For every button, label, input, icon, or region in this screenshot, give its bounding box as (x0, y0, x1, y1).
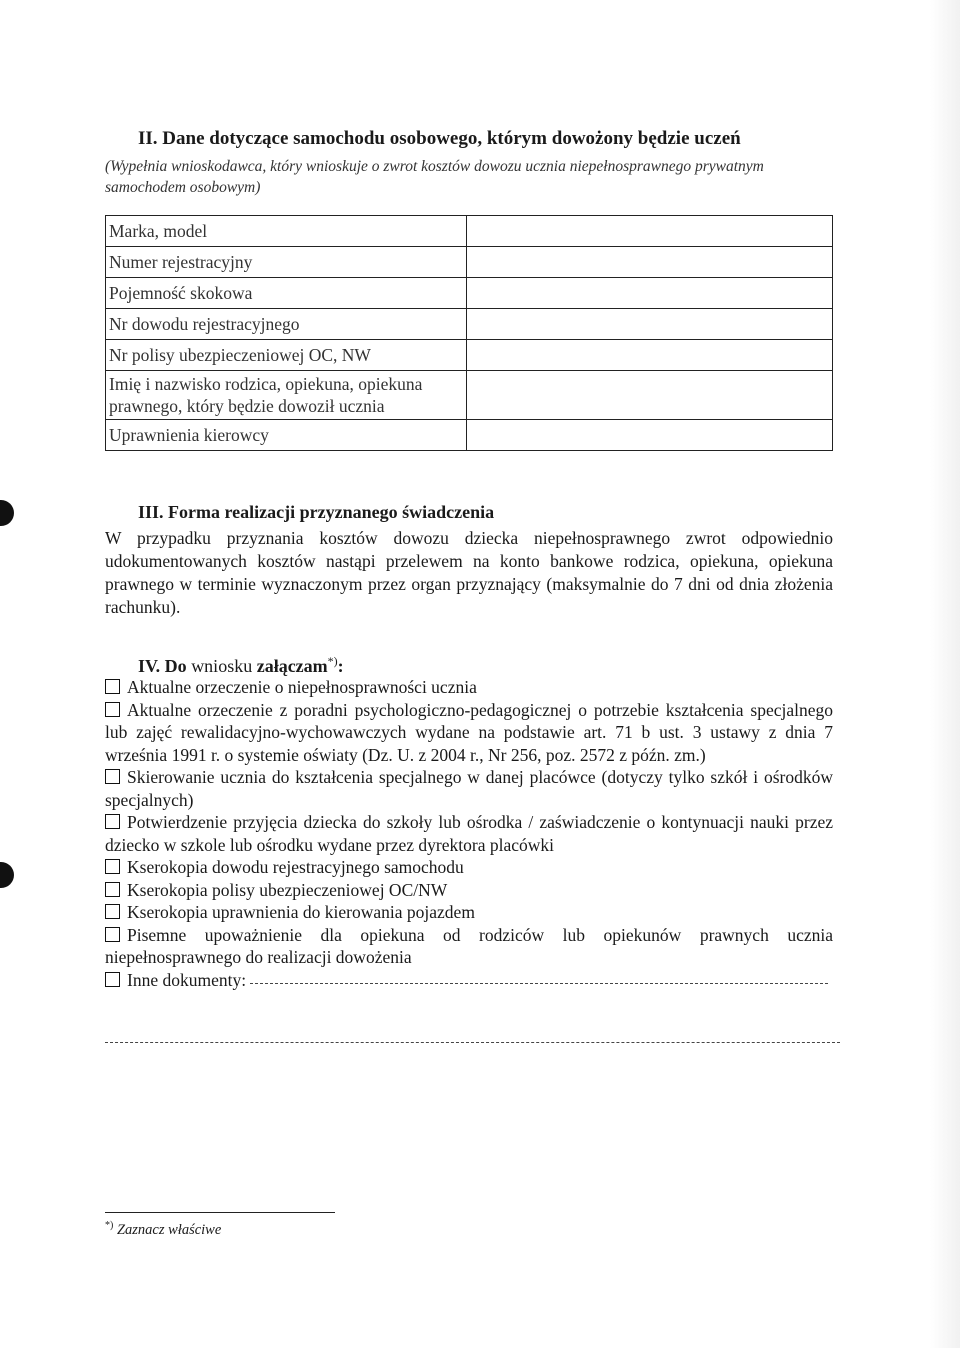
table-row (106, 340, 833, 371)
fill-line-continuation[interactable] (105, 1042, 840, 1043)
checkbox[interactable] (105, 814, 120, 829)
row-value-field[interactable] (467, 371, 833, 420)
attachment-label: Kserokopia uprawnienia do kierowania pojazdem (127, 902, 475, 922)
car-data-table (105, 215, 833, 451)
row-label: Marka, model (106, 216, 467, 247)
section-3-body: W przypadku przyznania kosztów dowozu dziecka niepełnosprawnego zwrot odpowiednio udokumentowanych kosztów nastąpi przelewem na konto bankowe rodzica, opiekuna, opiekuna prawnego w terminie wyznaczonym przez organ przyznający (maksymalnie do 7 dni od dnia złożenia rachunku). (105, 528, 833, 617)
attachment-item-other (105, 969, 833, 992)
section-3-title: III. Forma realizacji przyznanego świadczenia (138, 502, 495, 522)
other-documents-label: Inne dokumenty: (127, 969, 247, 990)
row-label: Uprawnienia kierowcy (106, 420, 467, 451)
attachment-item (105, 811, 833, 856)
attachment-label: Aktualne orzeczenie z poradni psychologiczno-pedagogicznej o potrzebie kształcenia specjalnego lub zajęć rewalidacyjno-wychowawczych wydane na podstawie art. 71 b ust. 3 ustawy z dnia 7 września 1991 r. o systemie oświaty (Dz. U. z 2004 r., Nr 256, poz. 2572 z późn. zm.) (105, 699, 833, 765)
row-label: Nr polisy ubezpieczeniowej OC, NW (106, 340, 467, 371)
page-edge-shadow (930, 0, 960, 1348)
checkbox[interactable] (105, 927, 120, 942)
row-label: Numer rejestracyjny (106, 247, 467, 278)
other-documents-fill-line[interactable] (250, 983, 828, 984)
attachment-label: Kserokopia polisy ubezpieczeniowej OC/NW (127, 879, 448, 900)
footnote-marker: *) (105, 1220, 114, 1231)
checkbox[interactable] (105, 679, 120, 694)
checkbox[interactable] (105, 769, 120, 784)
row-label: Nr dowodu rejestracyjnego (106, 309, 467, 340)
attachment-item (105, 924, 833, 969)
row-value-field[interactable] (467, 420, 833, 451)
row-label: Imię i nazwisko rodzica, opiekuna, opiekuna prawnego, który będzie dowoził ucznia (106, 371, 467, 420)
section-4-title (138, 654, 344, 677)
checkbox[interactable] (105, 702, 120, 717)
title-prefix: IV. Do (138, 656, 187, 676)
attachment-label: Pisemne upoważnienie dla opiekuna od rodziców lub opiekunów prawnych ucznia niepełnosprawnego do realizacji dowożenia (105, 924, 833, 967)
punch-hole-bottom (0, 862, 14, 888)
attachment-item (105, 676, 833, 699)
title-mid: wniosku (191, 656, 253, 676)
attachments-list (105, 676, 833, 991)
row-value-field[interactable] (467, 340, 833, 371)
attachment-item (105, 901, 833, 924)
row-value-field[interactable] (467, 309, 833, 340)
attachment-item (105, 766, 833, 811)
punch-hole-top (0, 500, 14, 526)
attachment-item (105, 879, 833, 902)
attachment-label: Skierowanie ucznia do kształcenia specjalnego w danej placówce (dotyczy tylko szkół i ośrodków specjalnych) (105, 767, 833, 810)
attachment-item (105, 856, 833, 879)
section-2-title: II. Dane dotyczące samochodu osobowego, którym dowożony będzie uczeń (138, 128, 741, 149)
title-bold: załączam (256, 656, 328, 676)
checkbox[interactable] (105, 882, 120, 897)
row-value-field[interactable] (467, 247, 833, 278)
section-2-subtitle: (Wypełnia wnioskodawca, który wnioskuje o zwrot kosztów dowozu ucznia niepełnosprawnego prywatnym samochodem osobowym) (105, 158, 764, 196)
table-row (106, 216, 833, 247)
footnote-text: Zaznacz właściwe (116, 1221, 222, 1238)
table-row (106, 309, 833, 340)
attachment-label: Kserokopia dowodu rejestracyjnego samochodu (127, 857, 464, 877)
checkbox[interactable] (105, 859, 120, 874)
attachment-label: Potwierdzenie przyjęcia dziecka do szkoły lub ośrodka / zaświadczenie o kontynuacji nauki przez dziecko w szkole lub ośrodku wydane przez dyrektora placówki (105, 812, 833, 855)
footnote-marker: *) (327, 654, 338, 668)
row-value-field[interactable] (467, 216, 833, 247)
row-value-field[interactable] (467, 278, 833, 309)
footnote (105, 1220, 221, 1239)
footnote-separator (105, 1212, 335, 1213)
attachment-label: Aktualne orzeczenie o niepełnosprawności ucznia (127, 677, 477, 697)
table-row (106, 278, 833, 309)
title-suffix: : (337, 656, 344, 676)
row-label: Pojemność skokowa (106, 278, 467, 309)
attachment-item (105, 699, 833, 767)
table-row (106, 371, 833, 420)
checkbox[interactable] (105, 904, 120, 919)
checkbox[interactable] (105, 972, 120, 987)
table-row (106, 247, 833, 278)
table-row (106, 420, 833, 451)
